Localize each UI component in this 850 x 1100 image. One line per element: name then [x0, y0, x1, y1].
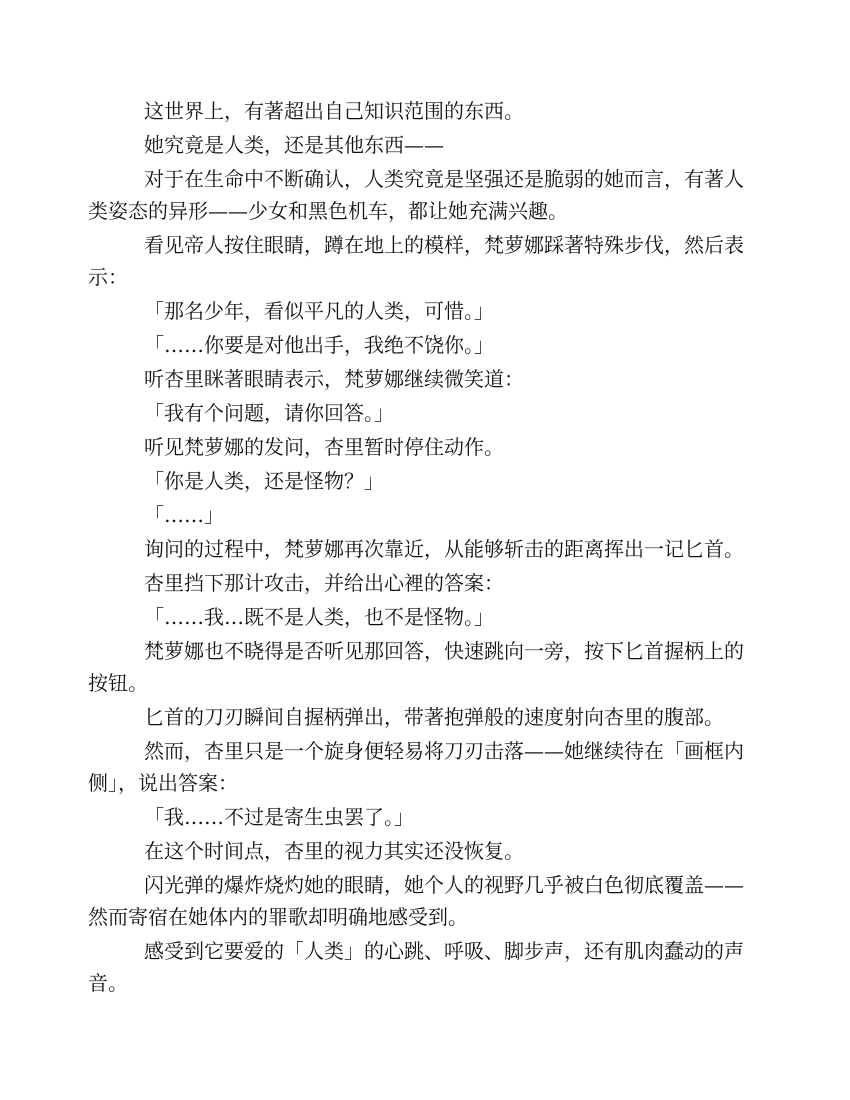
paragraph: 感受到它要爱的「人类」的心跳、呼吸、脚步声，还有肌肉蠢动的声音。 [88, 939, 744, 995]
paragraph: 对于在生命中不断确认，人类究竟是坚强还是脆弱的她而言，有著人类姿态的异形——少女和黑色机车，都让她充满兴趣。 [88, 167, 744, 223]
paragraph: 梵萝娜也不晓得是否听见那回答，快速跳向一旁，按下匕首握柄上的按钮。 [88, 639, 744, 695]
document-body [88, 95, 760, 1001]
paragraph: 杏里挡下那计攻击，并给出心裡的答案： [144, 571, 504, 595]
paragraph: 看见帝人按住眼睛，蹲在地上的模样，梵萝娜踩著特殊步伐，然后表示： [88, 233, 744, 289]
paragraph: 在这个时间点，杏里的视力其实还没恢复。 [144, 839, 524, 863]
dialogue-line: 「你是人类，还是怪物？」 [144, 469, 384, 493]
paragraph: 听杏里眯著眼睛表示，梵萝娜继续微笑道： [144, 367, 524, 391]
paragraph: 询问的过程中，梵萝娜再次靠近，从能够斩击的距离挥出一记匕首。 [144, 537, 744, 561]
dialogue-line: 「那名少年，看似平凡的人类，可惜。」 [144, 299, 494, 323]
paragraph: 匕首的刀刃瞬间自握柄弹出，带著抱弹般的速度射向杏里的腹部。 [144, 705, 724, 729]
dialogue-line: 「我有个问题，请你回答。」 [144, 401, 394, 425]
paragraph: 然而，杏里只是一个旋身便轻易将刀刃击落——她继续待在「画框内侧」，说出答案： [88, 739, 744, 795]
dialogue-line: 「……」 [144, 503, 224, 527]
paragraph: 她究竟是人类，还是其他东西—— [144, 133, 444, 157]
paragraph: 闪光弹的爆炸烧灼她的眼睛，她个人的视野几乎被白色彻底覆盖——然而寄宿在她体内的罪歌却明确地感受到。 [88, 873, 744, 929]
dialogue-line: 「……我…既不是人类，也不是怪物。」 [144, 605, 494, 629]
dialogue-line: 「我……不过是寄生虫罢了。」 [144, 805, 414, 829]
paragraph: 听见梵萝娜的发问，杏里暂时停住动作。 [144, 435, 504, 459]
paragraph: 这世界上，有著超出自己知识范围的东西。 [144, 99, 524, 123]
dialogue-line: 「……你要是对他出手，我绝不饶你。」 [144, 333, 494, 357]
